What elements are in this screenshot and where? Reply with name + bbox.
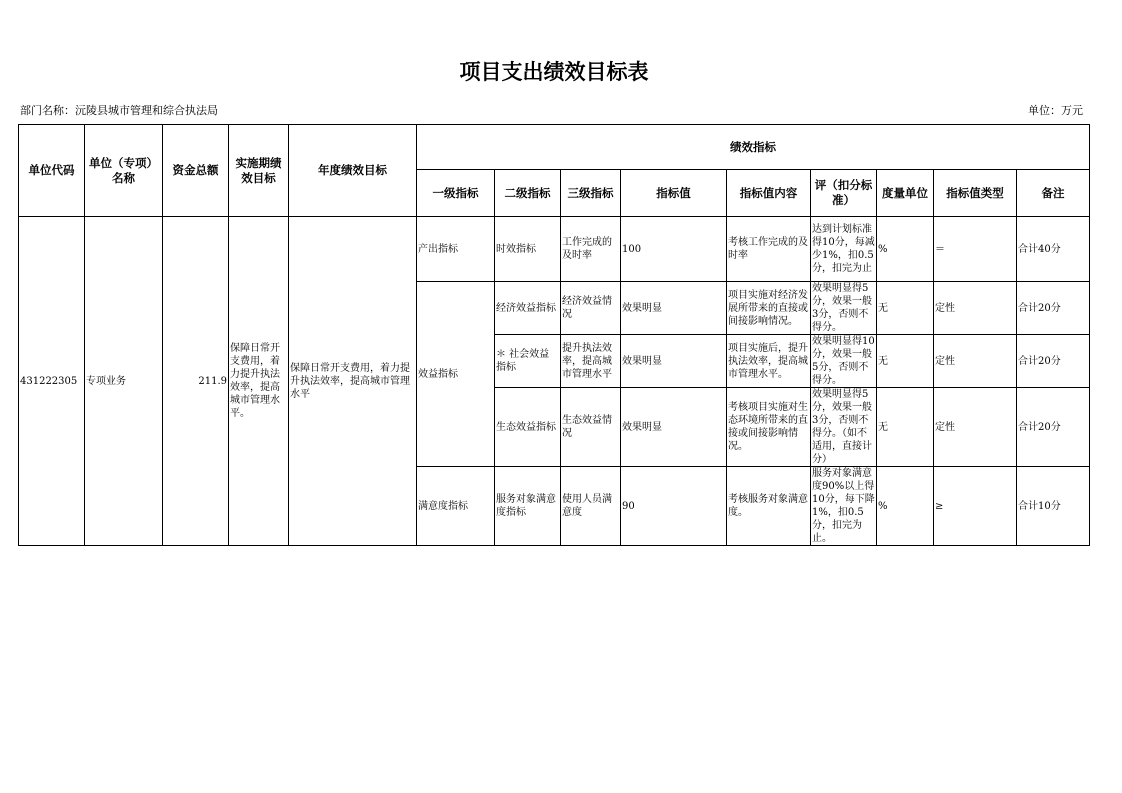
content-cell: 考核项目实施对生态环境所带来的直接或间接影响情况。 [727, 388, 811, 467]
level2-cell: 时效指标 [495, 217, 561, 282]
level2-cell: 经济效益指标 [495, 282, 561, 335]
scoring-cell: 服务对象满意度90%以上得10分，每下降1%，扣0.5分，扣完为止。 [812, 468, 875, 544]
scoring-cell: 效果明显得5分，效果一般3分，否则不得分。 [811, 282, 877, 335]
value-type-cell: 定性 [934, 388, 1017, 467]
scoring-cell [811, 217, 877, 282]
value-cell: 效果明显 [621, 388, 727, 467]
level2-cell: 服务对象满意度指标 [495, 467, 561, 546]
header-value-type: 指标值类型 [934, 170, 1017, 217]
measure-unit-cell: % [877, 467, 934, 546]
level3-cell: 使用人员满意度 [561, 467, 621, 546]
level3-cell: 工作完成的及时率 [561, 217, 621, 282]
unit-label: 单位：万元 [1028, 104, 1083, 117]
level1-output: 产出指标 [417, 217, 495, 282]
value-type-cell: 定性 [934, 282, 1017, 335]
remark-cell: 合计20分 [1017, 282, 1090, 335]
table-row [19, 217, 1090, 282]
value-type-cell: ≥ [934, 467, 1017, 546]
remark-cell: 合计20分 [1017, 335, 1090, 388]
header-total-funds: 资金总额 [163, 125, 229, 217]
value-cell: 90 [621, 467, 727, 546]
remark-cell: 合计20分 [1017, 388, 1090, 467]
content-cell: 考核服务对象满意度。 [727, 467, 811, 546]
measure-unit-cell: 无 [877, 335, 934, 388]
measure-unit-cell: 无 [877, 282, 934, 335]
header-annual-goal: 年度绩效目标 [289, 125, 417, 217]
value-type-cell: ＝ [934, 217, 1017, 282]
value-cell: 100 [621, 217, 727, 282]
page-title: 项目支出绩效目标表 [459, 60, 649, 84]
scoring-cell: 效果明显得5分，效果一般3分，否则不得分。（如不适用，直接计分） [811, 388, 877, 467]
header-level3: 三级指标 [561, 170, 621, 217]
header-performance-indicators: 绩效指标 [417, 125, 1090, 170]
level3-cell: 生态效益情况 [561, 388, 621, 467]
header-content: 指标值内容 [727, 170, 811, 217]
header-level1: 一级指标 [417, 170, 495, 217]
level3-cell: 经济效益情况 [561, 282, 621, 335]
level1-benefit: 效益指标 [417, 282, 495, 467]
header-unit-name: 单位（专项）名称 [85, 125, 163, 217]
value-cell: 效果明显 [621, 282, 727, 335]
header-level2: 二级指标 [495, 170, 561, 217]
value-cell: 效果明显 [621, 335, 727, 388]
level2-cell: 生态效益指标 [495, 388, 561, 467]
remark-cell: 合计10分 [1017, 467, 1090, 546]
project-funds: 211.9 [163, 217, 229, 546]
measure-unit-cell: % [877, 217, 934, 282]
project-annual-goal: 保障日常开支费用，着力提升执法效率，提高城市管理水平 [289, 217, 417, 546]
content-cell: 项目实施对经济发展所带来的直接或间接影响情况。 [727, 282, 811, 335]
header-measure-unit: 度量单位 [877, 170, 934, 217]
header-unit-code: 单位代码 [19, 125, 85, 217]
scoring-text: 达到计划标准得10分，每减少1%，扣0.5分，扣完为止 [812, 224, 875, 274]
performance-target-table [18, 124, 1090, 546]
remark-cell: 合计40分 [1017, 217, 1090, 282]
measure-unit-cell: 无 [877, 388, 934, 467]
project-period-goal: 保障日常开支费用，着力提升执法效率，提高城市管理水平。 [229, 217, 289, 546]
content-cell: 考核工作完成的及时率 [727, 217, 811, 282]
header-scoring: 评（扣分标准） [811, 170, 877, 217]
content-cell: 项目实施后，提升执法效率，提高城市管理水平。 [727, 335, 811, 388]
department-label: 部门名称：沅陵县城市管理和综合执法局 [20, 104, 218, 117]
header-period-goal: 实施期绩效目标 [229, 125, 289, 217]
header-value: 指标值 [621, 170, 727, 217]
level1-satisfaction: 满意度指标 [417, 467, 495, 546]
project-code: 431222305 [19, 217, 85, 546]
header-remark: 备注 [1017, 170, 1090, 217]
level3-cell: 提升执法效率，提高城市管理水平 [561, 335, 621, 388]
scoring-cell: 效果明显得10分，效果一般5分，否则不得分。 [812, 336, 875, 386]
level2-cell: ＊ 社会效益指标 [495, 335, 561, 388]
project-name: 专项业务 [85, 217, 163, 546]
value-type-cell: 定性 [934, 335, 1017, 388]
